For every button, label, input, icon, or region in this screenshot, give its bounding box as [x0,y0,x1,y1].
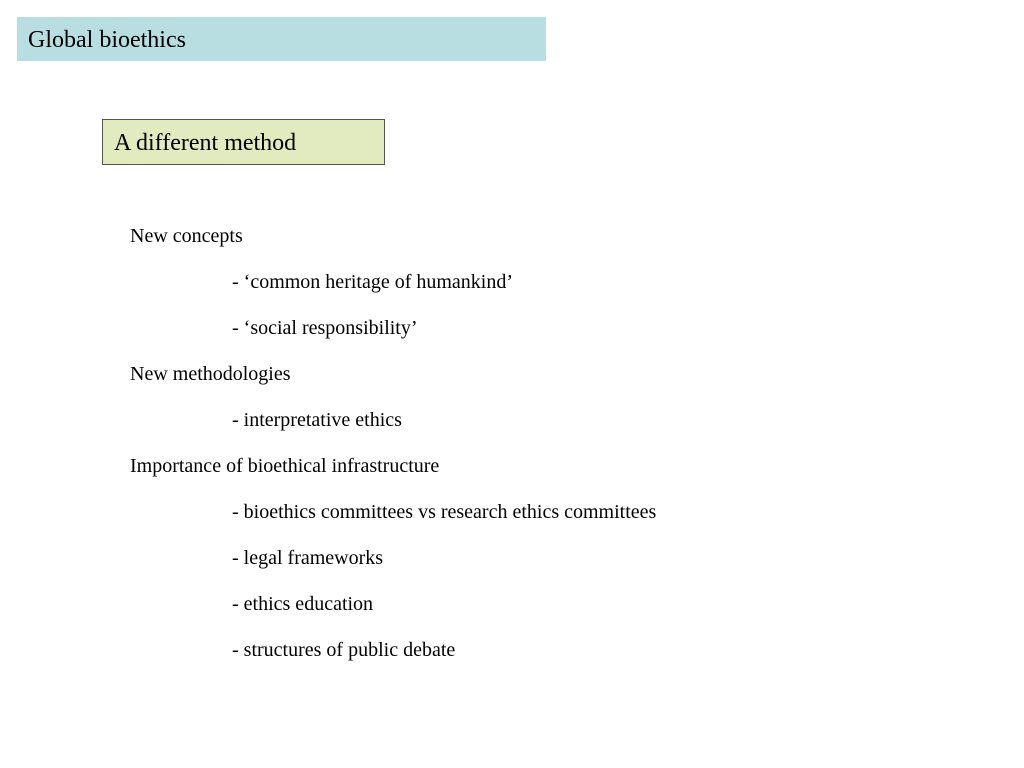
slide-title: Global bioethics [28,27,186,53]
slide-subtitle: A different method [114,130,297,156]
section-heading-new-methodologies: New methodologies [130,363,291,385]
slide-title-box [17,17,546,61]
list-item: - interpretative ethics [232,409,402,431]
list-item: - bioethics committees vs research ethics committees [232,501,657,523]
section-heading-infrastructure: Importance of bioethical infrastructure [130,455,440,477]
list-item: - ‘social responsibility’ [232,317,418,339]
section-heading-new-concepts: New concepts [130,225,243,247]
list-item: - structures of public debate [232,639,456,661]
list-item: - legal frameworks [232,547,384,569]
slide-body [130,221,990,681]
list-item: - ethics education [232,593,374,615]
list-item: - ‘common heritage of humankind’ [232,271,514,293]
slide-subtitle-box [102,119,385,165]
